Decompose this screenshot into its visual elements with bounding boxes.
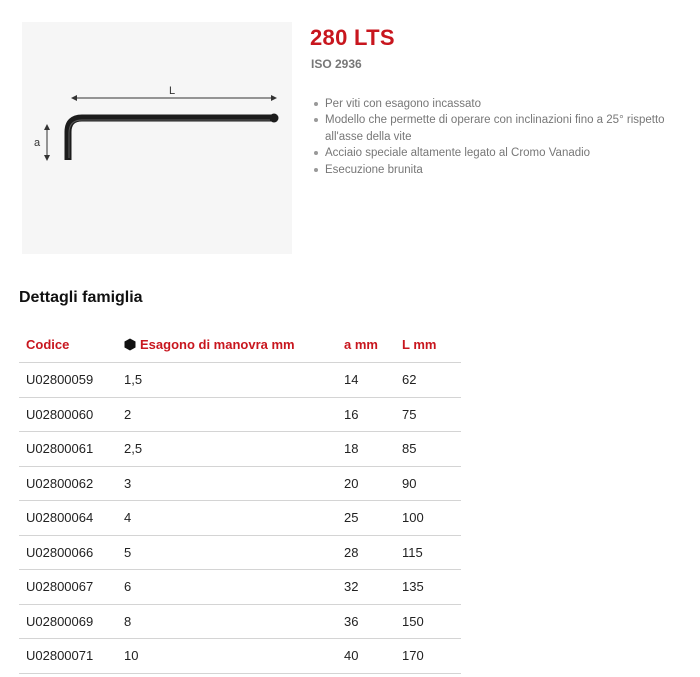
cell-l: 62 — [395, 363, 461, 398]
column-header-hex — [117, 326, 337, 363]
product-image — [22, 22, 292, 254]
cell-l: 100 — [395, 501, 461, 536]
cell-a: 28 — [337, 535, 395, 570]
cell-l: 85 — [395, 432, 461, 467]
column-header-hex-label: Esagono di manovra mm — [140, 336, 295, 352]
cell-hex: 2 — [117, 397, 337, 432]
cell-a: 20 — [337, 466, 395, 501]
table-row — [19, 363, 461, 398]
cell-hex: 2,5 — [117, 432, 337, 467]
cell-hex: 5 — [117, 535, 337, 570]
column-header-a: a mm — [337, 326, 395, 363]
cell-hex: 3 — [117, 466, 337, 501]
feature-list — [311, 96, 686, 178]
cell-code: U02800062 — [19, 466, 117, 501]
cell-l: 115 — [395, 535, 461, 570]
column-header-code: Codice — [19, 326, 117, 363]
cell-code: U02800069 — [19, 604, 117, 639]
cell-a: 36 — [337, 604, 395, 639]
table-row — [19, 535, 461, 570]
cell-a: 40 — [337, 639, 395, 674]
cell-code: U02800071 — [19, 639, 117, 674]
table-row — [19, 466, 461, 501]
cell-l: 90 — [395, 466, 461, 501]
table-row — [19, 397, 461, 432]
cell-code: U02800066 — [19, 535, 117, 570]
length-label: L — [168, 85, 176, 97]
column-header-l: L mm — [395, 326, 461, 363]
cell-hex: 8 — [117, 604, 337, 639]
hex-key-body — [68, 118, 272, 160]
table-row — [19, 604, 461, 639]
table-row — [19, 570, 461, 605]
hex-key-highlight — [69, 120, 270, 158]
table-row — [19, 501, 461, 536]
hexagon-icon — [124, 338, 136, 351]
table-row — [19, 639, 461, 674]
height-label: a — [34, 137, 41, 149]
cell-a: 14 — [337, 363, 395, 398]
hex-key-diagram — [22, 22, 292, 254]
cell-hex: 6 — [117, 570, 337, 605]
cell-l: 135 — [395, 570, 461, 605]
table-header-row — [19, 326, 461, 363]
ball-end — [270, 114, 279, 123]
cell-hex: 10 — [117, 639, 337, 674]
cell-a: 16 — [337, 397, 395, 432]
table-row — [19, 432, 461, 467]
product-standard: ISO 2936 — [311, 57, 362, 71]
family-details-title: Dettagli famiglia — [19, 289, 143, 306]
cell-code: U02800060 — [19, 397, 117, 432]
cell-a: 18 — [337, 432, 395, 467]
feature-item: Acciaio speciale altamente legato al Cromo Vanadio — [311, 145, 686, 161]
family-details-table — [19, 326, 461, 674]
feature-item: Esecuzione brunita — [311, 162, 686, 178]
cell-l: 150 — [395, 604, 461, 639]
cell-l: 170 — [395, 639, 461, 674]
cell-code: U02800064 — [19, 501, 117, 536]
cell-l: 75 — [395, 397, 461, 432]
cell-code: U02800061 — [19, 432, 117, 467]
cell-hex: 1,5 — [117, 363, 337, 398]
product-title: 280 LTS — [310, 25, 395, 50]
feature-item: Per viti con esagono incassato — [311, 96, 686, 112]
cell-a: 32 — [337, 570, 395, 605]
cell-code: U02800067 — [19, 570, 117, 605]
cell-code: U02800059 — [19, 363, 117, 398]
cell-a: 25 — [337, 501, 395, 536]
feature-item: Modello che permette di operare con inclinazioni fino a 25° rispetto all'asse della vite — [311, 112, 686, 145]
cell-hex: 4 — [117, 501, 337, 536]
